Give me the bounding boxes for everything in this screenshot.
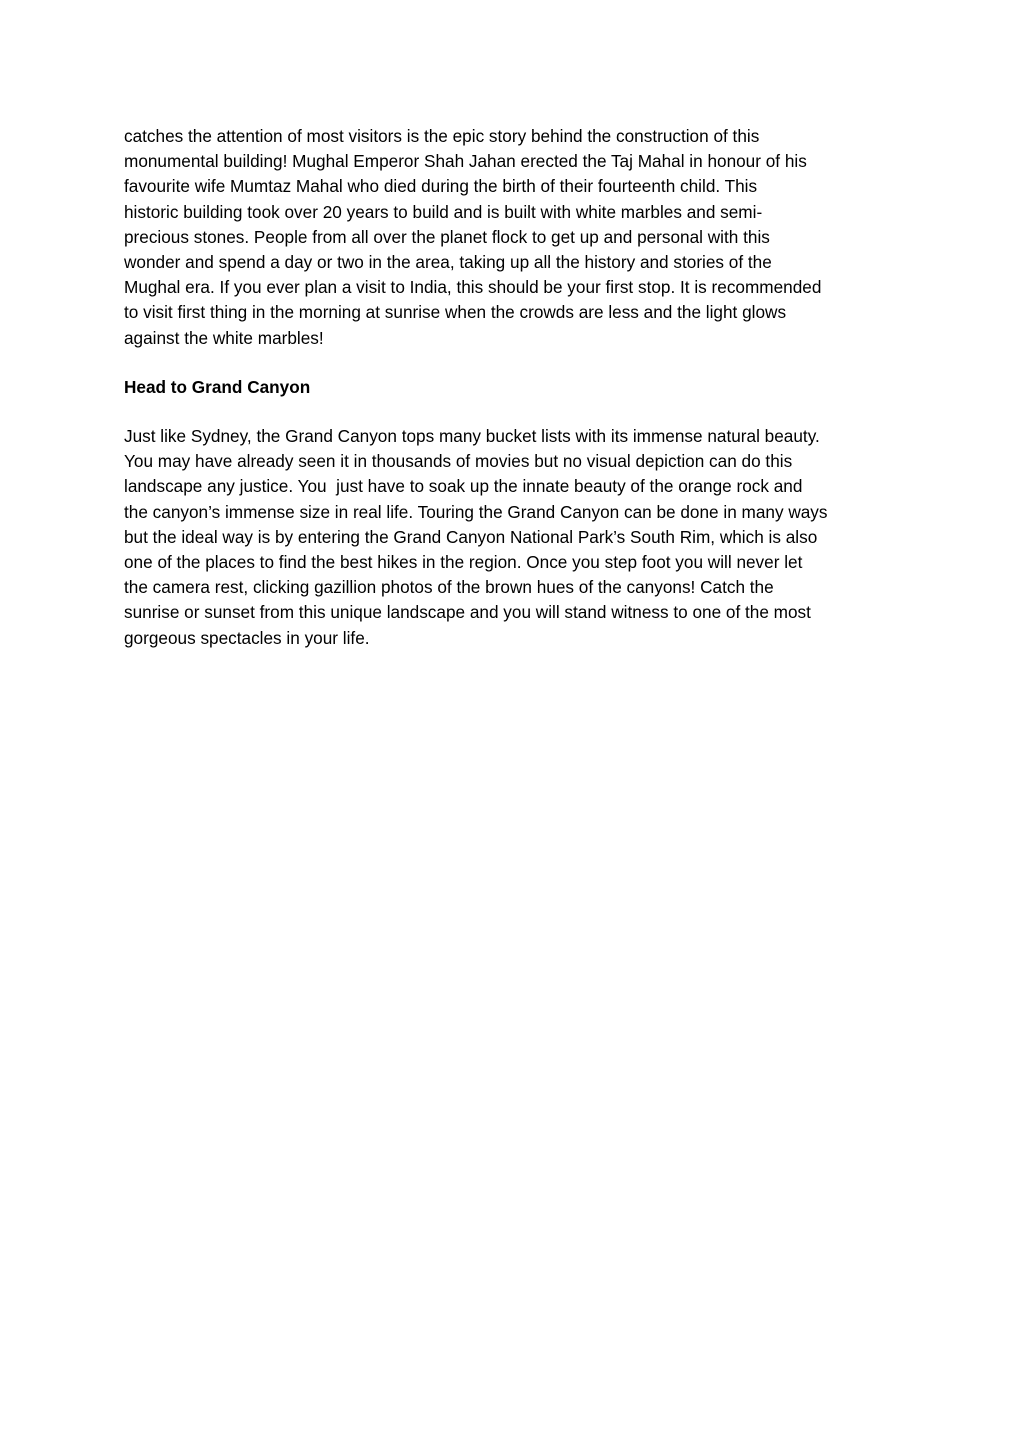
paragraph-line: historic building took over 20 years to build and is built with white marbles and semi- <box>124 201 763 222</box>
paragraph-line: Mughal era. If you ever plan a visit to India, this should be your first stop. It is recommended <box>124 277 822 298</box>
document-body <box>124 124 904 651</box>
paragraph-line: the camera rest, clicking gazillion photos of the brown hues of the canyons! Catch the <box>124 577 774 598</box>
paragraph-line: sunrise or sunset from this unique landscape and you will stand witness to one of the most <box>124 602 811 623</box>
paragraph-line: You may have already seen it in thousands of movies but no visual depiction can do this <box>124 451 793 472</box>
paragraph-line: one of the places to find the best hikes in the region. Once you step foot you will never let <box>124 552 803 573</box>
paragraph-taj-mahal <box>124 124 904 351</box>
paragraph-line: Just like Sydney, the Grand Canyon tops many bucket lists with its immense natural beauty. <box>124 426 820 447</box>
paragraph-spacer <box>124 400 904 424</box>
section-heading: Head to Grand Canyon <box>124 376 311 397</box>
paragraph-line: precious stones. People from all over the planet flock to get up and personal with this <box>124 226 770 247</box>
paragraph-line: wonder and spend a day or two in the area, taking up all the history and stories of the <box>124 252 772 273</box>
paragraph-line: monumental building! Mughal Emperor Shah Jahan erected the Taj Mahal in honour of his <box>124 151 807 172</box>
paragraph-line: to visit first thing in the morning at sunrise when the crowds are less and the light glows <box>124 302 787 323</box>
paragraph-line: landscape any justice. You just have to soak up the innate beauty of the orange rock and <box>124 476 803 497</box>
paragraph-grand-canyon <box>124 424 904 651</box>
paragraph-line: against the white marbles! <box>124 327 324 348</box>
paragraph-line: the canyon’s immense size in real life. Touring the Grand Canyon can be done in many ways <box>124 501 828 522</box>
paragraph-line: but the ideal way is by entering the Grand Canyon National Park’s South Rim, which is also <box>124 526 818 547</box>
paragraph-line: favourite wife Mumtaz Mahal who died during the birth of their fourteenth child. This <box>124 176 758 197</box>
paragraph-line: gorgeous spectacles in your life. <box>124 627 370 648</box>
paragraph-spacer <box>124 351 904 375</box>
paragraph-line: catches the attention of most visitors is the epic story behind the construction of this <box>124 126 760 146</box>
